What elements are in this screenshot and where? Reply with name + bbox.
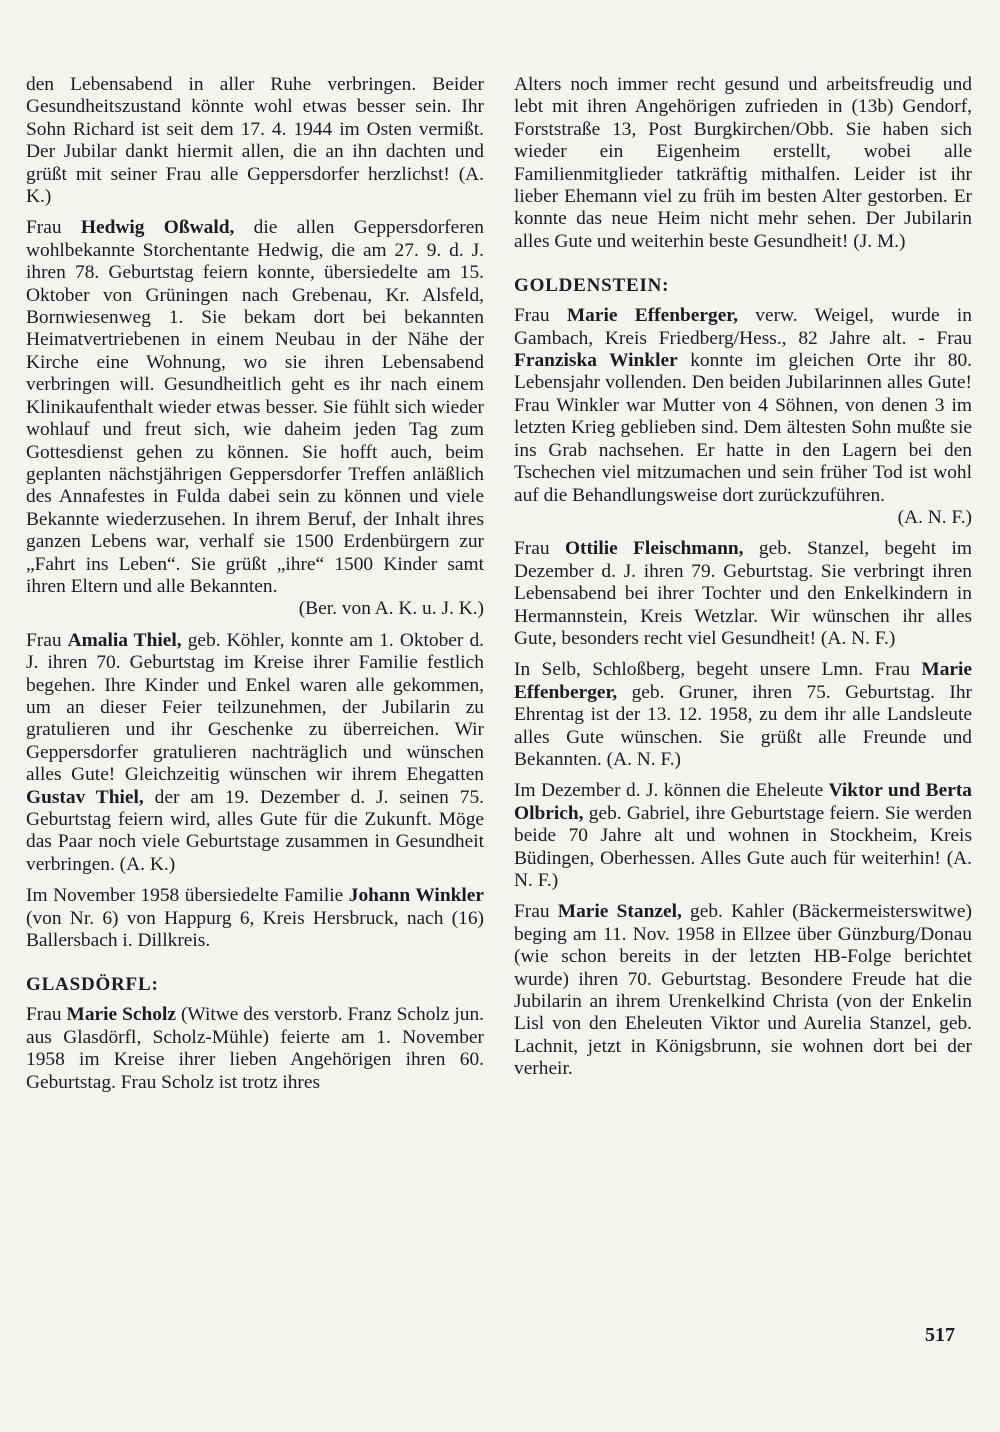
paragraph-johann-winkler: Im November 1958 übersiedelte Familie Johann Winkler (von Nr. 6) von Happurg 6, Kreis Hersbruck, nach (16) Ballersbach i. Dillkreis.: [26, 885, 484, 952]
paragraph-marie-scholz: Frau Marie Scholz (Witwe des verstorb. Franz Scholz jun. aus Glasdörfl, Scholz-Mühle) feierte am 1. November 1958 im Kreise ihrer lieben Angehörigen ihren 60. Geburtstag. Frau Scholz ist trotz ihres: [26, 1004, 484, 1093]
name-franziska-winkler: Franziska Winkler: [514, 350, 678, 372]
name-gustav-thiel: Gustav Thiel,: [26, 786, 144, 808]
paragraph-hedwig-osswald: Frau Hedwig Oßwald, die allen Geppersdorferen wohlbekannte Storchentante Hedwig, die am 27. 9. d. J. ihren 78. Geburtstag feiern konnte, übersiedelte am 15. Oktober von Grüningen nach Grebenau, Kr. Alsfeld, Bornwiesenweg 1. Sie bekam dort bei bekannten Heimatvertriebenen in einem Neubau in der Nähe der Kirche eine Wohnung, wo sie ihren Lebensabend verbringen will. Gesundheitlich geht es ihr nach einem Klinikaufenthalt wieder etwas besser. Sie fühlt sich wieder wohlauf und freut sich, wie daheim jeden Tag zum Gottesdienst gehen zu können. Sie hofft auch, beim geplanten nächstjährigen Geppersdorfer Treffen anläßlich des Annafestes in Fulda dabei sein zu können und viele Bekannte wiederzusehen. In ihrem Beruf, der Inhalt ihres ganzen Lebens war, verhalf sie 1500 Erdenbürgern zur „Fahrt ins Leben“. Sie grüßt „ihre“ 1500 Kinder samt ihren Eltern und alle Bekannten. (Ber. von A. K. u. J. K.): [26, 217, 484, 620]
paragraph-scholz-continued: Alters noch immer recht gesund und arbeitsfreudig und lebt mit ihren Angehörigen zufrieden in (13b) Gendorf, Forststraße 13, Post Burgkirchen/Obb. Sie haben sich wieder ein Eigenheim erstellt, wobei alle Familienmitglieder tatkräftig mithalfen. Leider ist ihr lieber Ehemann viel zu früh im besten Alter gestorben. Er konnte das neue Heim nicht mehr sehen. Der Jubilarin alles Gute und weiterhin beste Gesundheit! (J. M.): [514, 74, 972, 252]
section-heading-glasdoerfl: GLASDÖRFL:: [26, 974, 159, 996]
name-viktor-berta-olbrich: Viktor und Berta Olbrich,: [514, 780, 972, 824]
paragraph-olbrich: Im Dezember d. J. können die Eheleute Viktor und Berta Olbrich, geb. Gabriel, ihre Geburtstage feiern. Sie werden beide 70 Jahre alt und wohnen in Stockheim, Kreis Büdingen, Oberhessen. Alles Gute auch für weiterhin! (A. N. F.): [514, 780, 972, 891]
paragraph-ottilie-fleischmann: Frau Ottilie Fleischmann, geb. Stanzel, begeht im Dezember d. J. ihren 79. Geburtstag. Sie verbringt ihren Lebensabend bei ihrer Tochter und den Enkelkindern in Hermannstein, Kreis Wetzlar. Wir wünschen ihr alles Gute, besonders recht viel Gesundheit! (A. N. F.): [514, 538, 972, 649]
name-marie-stanzel: Marie Stanzel,: [557, 901, 682, 923]
name-marie-effenberger-selb: Marie Effenberger,: [514, 659, 972, 703]
left-column: [26, 74, 484, 1103]
name-johann-winkler: Johann Winkler: [348, 885, 484, 907]
name-ottilie-fleischmann: Ottilie Fleischmann,: [564, 538, 744, 560]
paragraph-marie-stanzel: Frau Marie Stanzel, geb. Kahler (Bäckermeisterswitwe) beging am 11. Nov. 1958 in Ellzee über Günzburg/Donau (wie schon bereits in der letzten HB-Folge berichtet wurde) ihren 70. Geburtstag. Besondere Freude hat die Jubilarin an ihrem Urenkelkind Christa (von der Enkelin Lisl von den Eheleuten Viktor und Aurelia Stanzel, geb. Lachnit, jetzt in Königsbrunn, sie wohnen dort bei der verheir.: [514, 901, 972, 1080]
paragraph-marie-effenberger-weigel: Frau Marie Effenberger, verw. Weigel, wurde in Gambach, Kreis Friedberg/Hess., 82 Jahre alt. - Frau Franziska Winkler konnte im gleichen Orte ihr 80. Lebensjahr vollenden. Den beiden Jubilarinnen alles Gute! Frau Winkler war Mutter von 4 Söhnen, von denen 3 im letzten Krieg geblieben sind. Dem ältesten Sohn mußte sie ins Grab nachsehen. Er hatte in den Lagern bei den Tschechen viel mitzumachen und sein früher Tod ist wohl auf die Behandlungsweise dort zurückzuführen. (A. N. F.): [514, 305, 972, 528]
signature: (Ber. von A. K. u. J. K.): [298, 598, 484, 620]
name-marie-effenberger: Marie Effenberger,: [566, 305, 738, 327]
section-heading-goldenstein: GOLDENSTEIN:: [514, 275, 670, 297]
paragraph-marie-effenberger-gruner: In Selb, Schloßberg, begeht unsere Lmn. Frau Marie Effenberger, geb. Gruner, ihren 75. Geburtstag. Ihr Ehrentag ist der 13. 12. 1958, zu dem ihr alle Landsleute alles Gute wünschen. Sie grüßt alle Freunde und Bekannten. (A. N. F.): [514, 659, 972, 770]
name-amalia-thiel: Amalia Thiel,: [67, 629, 182, 651]
name-marie-scholz: Marie Scholz: [66, 1004, 176, 1026]
paragraph-amalia-thiel: Frau Amalia Thiel, geb. Köhler, konnte am 1. Oktober d. J. ihren 70. Geburtstag im Kreise ihrer Familie festlich begehen. Ihre Kinder und Enkel waren alle gekommen, um an dieser Feier teilzunehmen, der Jubilarin zu gratulieren und ihr Geschenke zu überreichen. Wir Geppersdorfer gratulieren nachträglich und wünschen alles Gute! Gleichzeitig wünschen wir ihrem Ehegatten Gustav Thiel, der am 19. Dezember d. J. seinen 75. Geburtstag feiern wird, alles Gute für die Zukunft. Möge das Paar noch viele Geburtstage zusammen in Gesundheit verbringen. (A. K.): [26, 629, 484, 875]
signature: (A. N. F.): [897, 506, 972, 528]
paragraph-jubilar-thanks: den Lebensabend in aller Ruhe verbringen. Beider Gesundheitszustand könnte wohl etwas besser sein. Ihr Sohn Richard ist seit dem 17. 4. 1944 im Osten vermißt. Der Jubilar dankt hiermit allen, die an ihn dachten und grüßt mit seiner Frau alle Geppersdorfer herzlichst! (A. K.): [26, 74, 484, 208]
right-column: [514, 74, 972, 1090]
page-number: 517: [925, 1324, 955, 1346]
name-hedwig-osswald: Hedwig Oßwald,: [80, 217, 235, 239]
